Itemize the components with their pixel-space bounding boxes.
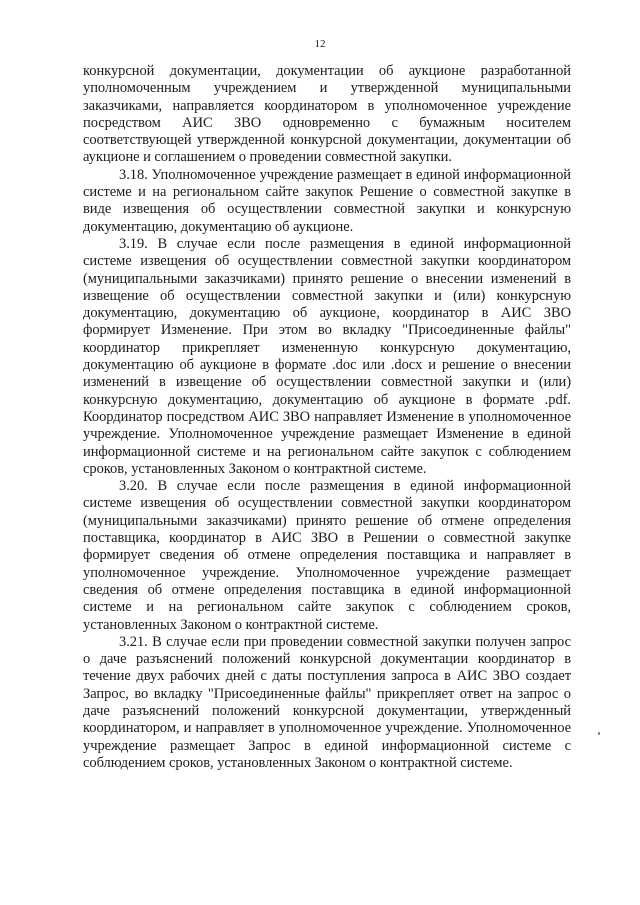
paragraph-3-19: 3.19. В случае если после размещения в единой информационной системе извещения об осуществлении совместной закупки координатором (муниципальными заказчиками) принято решение о внесении изменений в извещение об осуществлении совместной закупки и (или) конкурсную документацию, документацию об аукционе, координатор в АИС ЗВО формирует Изменение. При этом во вкладку "Присоединенные файлы" координатор прикрепляет измененную конкурсную документацию, документацию об аукционе в формате .doc или .docx и решение о внесении изменений в извещение об осуществлении совместной закупки и (или) конкурсную документацию, документацию об аукционе в формате .pdf. Координатор посредством АИС ЗВО направляет Изменение в уполномоченное учреждение. Уполномоченное учреждение размещает Изменение в единой информационной системе и на региональном сайте закупок с соблюдением сроков, установленных Законом о контрактной системе. [83, 235, 571, 477]
page-number: 12 [314, 38, 326, 50]
paragraph-3-18: 3.18. Уполномоченное учреждение размещает в единой информационной системе и на региональном сайте закупок Решение о совместной закупке в виде извещения об осуществлении совместной закупки и конкурсную документацию, документацию об аукционе. [83, 166, 571, 235]
margin-speck [598, 732, 600, 735]
paragraph-continuation: конкурсной документации, документации об аукционе разработанной уполномоченным учреждением и утвержденной муниципальными заказчиками, направляется координатором в уполномоченное учреждение посредством АИС ЗВО одновременно с бумажным носителем соответствующей утвержденной конкурсной документации, документации об аукционе и соглашением о проведении совместной закупки. [83, 63, 571, 166]
paragraph-3-20: 3.20. В случае если после размещения в единой информационной системе извещения об осуществлении совместной закупки координатором (муниципальными заказчиками) принято решение об отмене определения поставщика, координатор в АИС ЗВО в Решении о совместной закупке формирует сведения об отмене определения поставщика и направляет в уполномоченное учреждение. Уполномоченное учреждение размещает сведения об отмене определения поставщика в единой информационной системе и на региональном сайте закупок с соблюдением сроков, установленных Законом о контрактной системе. [83, 478, 571, 633]
document-body [83, 63, 571, 772]
paragraph-3-21: 3.21. В случае если при проведении совместной закупки получен запрос о даче разъяснений положений конкурсной документации координатор в течение двух рабочих дней с даты поступления запроса в АИС ЗВО создает Запрос, во вкладку "Присоединенные файлы" прикрепляет ответ на запрос о даче разъяснений положений конкурсной документации, утвержденный координатором, и направляет в уполномоченное учреждение. Уполномоченное учреждение размещает Запрос в единой информационной системе с соблюдением сроков, установленных Законом о контрактной системе. [83, 633, 571, 771]
